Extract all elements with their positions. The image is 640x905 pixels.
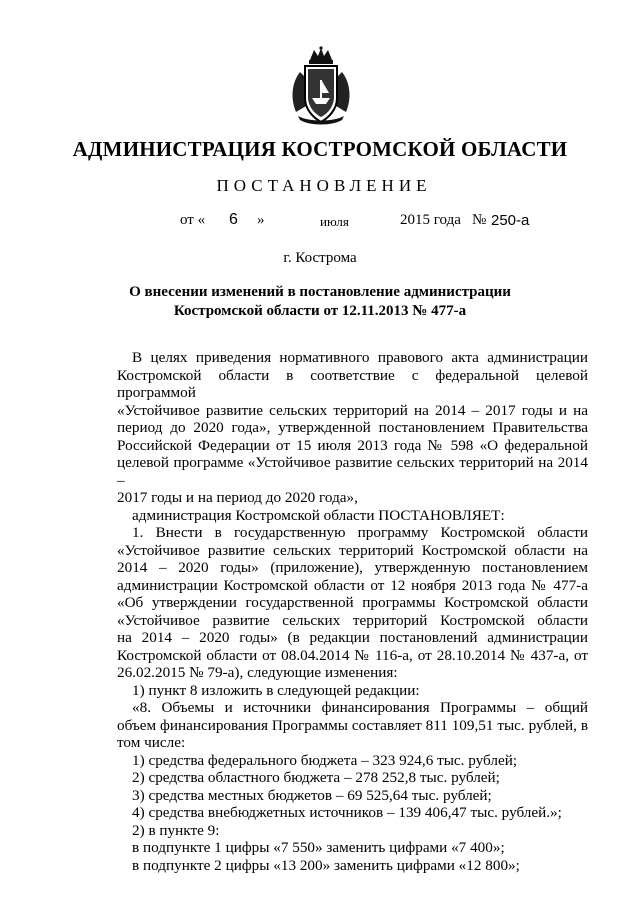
text-line: 1. Внести в государственную программу Костромской области	[132, 524, 588, 541]
clause-8-paragraph	[117, 699, 588, 752]
text-line: «Устойчивое развитие сельских территорий Костромской области	[117, 611, 588, 629]
date-day-close: »	[257, 212, 265, 228]
text-line: целевой программе «Устойчивое развитие сельских территорий на 2014 –	[117, 454, 588, 489]
list-item: 3) средства местных бюджетов – 69 525,64 тыс. рублей;	[132, 786, 492, 804]
coat-of-arms-emblem	[288, 46, 354, 128]
document-number: 250-а	[491, 212, 530, 229]
list-item: 4) средства внебюджетных источников – 139 406,47 тыс. рублей.»;	[132, 804, 562, 821]
text-line: 26.02.2015 № 79-а), следующие изменения:	[117, 664, 398, 681]
subject-line: О внесении изменений в постановление администрации	[129, 284, 511, 300]
text-line: на 2014 – 2020 годы» (в редакции постановлений администрации	[117, 629, 588, 646]
clause-1-paragraph	[117, 524, 588, 682]
text-line: «Устойчивое развитие сельских территорий на 2014 – 2017 годы и на	[117, 401, 588, 419]
text-line: администрации Костромской области от 12 ноября 2013 года № 477-а	[117, 576, 588, 594]
text-line: Костромской области в соответствие с федеральной целевой программой	[117, 366, 588, 401]
text-line: «8. Объемы и источники финансирования Программы – общий	[132, 699, 588, 716]
document-body	[117, 349, 588, 874]
list-item: в подпункте 1 цифры «7 550» заменить цифрами «7 400»;	[132, 839, 505, 856]
text-line: период до 2020 года», утвержденной постановлением Правительства	[117, 419, 588, 436]
text-line: «Об утверждении государственной программы Костромской области	[117, 594, 588, 611]
text-line: 2014 – 2020 годы» (приложение), утвержденную постановлением	[117, 559, 588, 576]
date-year: 2015 года	[400, 212, 461, 228]
text-line: В целях приведения нормативного правового акта администрации	[132, 349, 588, 366]
text-line: 2017 годы и на период до 2020 года»,	[117, 489, 358, 506]
date-day: 6	[229, 211, 238, 228]
resolution-paragraph: администрация Костромской области ПОСТАНОВЛЯЕТ:	[132, 506, 505, 524]
list-item: 1) средства федерального бюджета – 323 924,6 тыс. рублей;	[132, 751, 518, 769]
subject-line: Костромской области от 12.11.2013 № 477-а	[173, 303, 467, 319]
list-item: 2) средства областного бюджета – 278 252,8 тыс. рублей;	[132, 769, 500, 786]
text-line: Костромской области от 08.04.2014 № 116-а, от 28.10.2014 № 437-а, от	[117, 646, 588, 664]
list-item: 2) в пункте 9:	[132, 821, 220, 839]
subclause-paragraph: 1) пункт 8 изложить в следующей редакции:	[132, 681, 420, 699]
organization-title: АДМИНИСТРАЦИЯ КОСТРОМСКОЙ ОБЛАСТИ	[72, 137, 568, 161]
number-sign: №	[472, 212, 487, 228]
city-label: г. Кострома	[283, 250, 357, 266]
text-line: Российской Федерации от 15 июля 2013 года № 598 «О федеральной	[117, 436, 588, 454]
text-line: том числе:	[117, 734, 186, 751]
text-line: «Устойчивое развитие сельских территорий Костромской области на	[117, 541, 588, 559]
text-line: объем финансирования Программы составляет 811 109,51 тыс. рублей, в	[117, 716, 588, 734]
date-month: июля	[320, 214, 349, 229]
preamble-paragraph	[117, 349, 588, 507]
document-subject	[0, 283, 640, 321]
date-prefix: от «	[180, 212, 206, 228]
document-type: ПОСТАНОВЛЕНИЕ	[216, 176, 432, 195]
list-item: в подпункте 2 цифры «13 200» заменить цифрами «12 800»;	[132, 856, 520, 874]
